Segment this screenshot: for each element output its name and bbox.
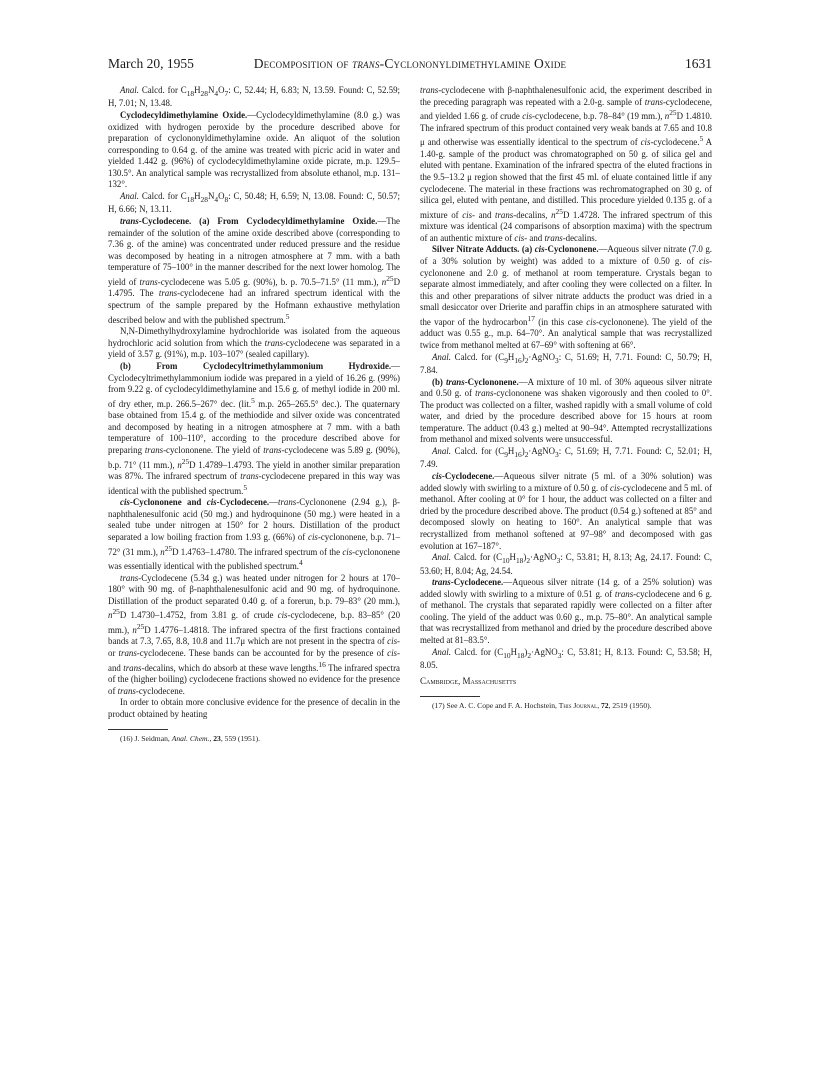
paragraph: cis-Cyclononene and cis-Cyclodecene.—trans-Cyclononene (2.94 g.), β-naphthalenesulfonic acid (50 mg.) and hydroquinone (50 mg.) were heated in a sealed tube under nitrogen at 150° for 2 hours. Distillation of the product separated a low boiling fraction from 1.93 g. (66%) of cis-cyclononene, b.p. 71–72° (31 mm.), $n^{25}D$ 1.4763–1.4780. The infrared spectrum of the cis-cyclononene was essentially identical with the published spectrum.$^4$ [108, 497, 401, 572]
left-column-body [108, 85, 400, 720]
paragraph: trans-cyclodecene with β-naphthalenesulfonic acid, the experiment described in the preceding paragraph was repeated with a 2.0-g. sample of trans-cyclodecene, and yielded 1.66 g. of crude cis-cyclodecene, b.p. 78–84° (19 mm.), $n^{25}D$ 1.4810. The infrared spectrum of this product contained very weak bands at 7.65 and 10.8 μ and otherwise was essentially identical to the spectrum of cis-cyclodecene.$^5$ A 1.40-g. sample of the product was chromatographed on 50 g. of silica gel and eluted with pentane. Examination of the infrared spectra of the eluted fractions in the 9.5–13.2 μ region showed that the first 45 ml. of eluate contained little if any cyclodecene. The material in these fractions was rechromatographed on 30 g. of silica gel, eluted with pentane, and distilled. This procedure yielded 0.135 g. of a mixture of cis- and trans-decalins, $n^{25}D$ 1.4728. The infrared spectrum of this mixture was identical (24 comparisons of absorption maxima) with the spectrum of an authentic mixture of cis- and trans-decalins. [420, 85, 712, 243]
right-column [420, 85, 712, 711]
left-column [108, 85, 400, 744]
footnote-rule [420, 696, 480, 697]
paragraph: trans-Cyclodecene. (a) From Cyclodecyldimethylamine Oxide.—The remainder of the solution of the amine oxide described above (corresponding to 7.36 g. of the amine) was concentrated under reduced pressure and the residue was decomposed by heating in a nitrogen atmosphere at 7 mm. with a bath temperature of 75–100° in the manner described for the next lower homolog. The yield of trans-cyclodecene was 5.05 g. (90%), b. p. 70.5–71.5° (11 mm.), $n^{25}D$ 1.4795. The trans-cyclodecene had an infrared spectrum identical with the spectrum of the sample prepared by the Hofmann exhaustive methylation described below and with the published spectrum.$^5$ [108, 216, 401, 325]
paragraph: Anal. Calcd. for $C_{18}H_{28}N_4O_8$: C, 50.48; H, 6.59; N, 13.08. Found: C, 50.57; H, 6.66; N, 13.11. [108, 191, 400, 215]
running-title: Decomposition of trans-Cyclononyldimethylamine Oxide [253, 56, 567, 71]
paragraph: (b) From Cyclodecyltrimethylammonium Hydroxide.—Cyclodecyltrimethylammonium iodide was prepared in a yield of 16.26 g. (99%) from 9.22 g. of cyclodecyldimethylamine and 15.6 g. of methyl iodide in 200 ml. of dry ether, m.p. 266.5–267° dec. (lit.$^5$ m.p. 265–265.5° dec.). The quaternary base obtained from 15.4 g. of the methiodide and silver oxide was concentrated and decomposed by heating in a nitrogen atmosphere at 7 mm. with a bath temperature of 100–110°, according to the procedure described above for preparing trans-cyclononene. The yield of trans-cyclodecene was 5.89 g. (90%), b.p. 71° (11 mm.), $n^{25}D$ 1.4789–1.4793. The yield in another similar preparation was 87%. The infrared spectrum of trans-cyclodecene prepared in this way was identical with the published spectrum.$^5$ [108, 360, 401, 496]
paragraph: Anal. Calcd. for $C_{18}H_{28}N_4O_7$: C, 52.44; H, 6.83; N, 13.59. Found: C, 52.59; H, 7.01; N, 13.48. [108, 85, 400, 109]
right-column-body [420, 85, 712, 687]
paragraph: N,N-Dimethylhydroxylamine hydrochloride was isolated from the aqueous hydrochloric acid solution from which the trans-cyclodecene was separated in a yield of 3.57 g. (91%), m.p. 103–107° (sealed capillary). [108, 326, 400, 360]
paragraph: Cyclodecyldimethylamine Oxide.—Cyclodecyldimethylamine (8.0 g.) was oxidized with hydrogen peroxide by the procedure described above for preparation of cyclononyldimethylamine oxide. An aliquot of the solution corresponding to 0.64 g. of the amine was treated with picric acid in water and yielded 1.442 g. (96%) of cyclodecyldimethylamine oxide picrate, m.p. 129.5–130.5°. An analytical sample was recrystallized from absolute ethanol, m.p. 131–132°. [108, 110, 400, 190]
footnote-16: (16) J. Seidman, Anal. Chem., 23, 559 (1951). [120, 734, 261, 744]
footnote-rule [108, 729, 168, 730]
page-header [108, 56, 712, 76]
paragraph: cis-Cyclodecene.—Aqueous silver nitrate (5 ml. of a 30% solution) was added slowly with swirling to a mixture of 0.50 g. of cis-cyclodecene and 5 ml. of methanol. After cooling at 0° for 1 hour, the adduct was collected on a filter and dried by the procedure described above. The product (0.54 g.) softened at 85° and decomposed slowly on heating to 160°. An analytical sample that was recrystallized from methanol softened at 97–98° and decomposed with gas evolution at 167–187°. [420, 471, 712, 551]
paragraph: Anal. Calcd. for $(C_{10}H_{18})_2\cdot AgNO_3$: C, 53.81; H, 8.13; Ag, 24.17. Found: C, 53.60; H, 8.04; Ag, 24.54. [420, 552, 712, 576]
paragraph: Silver Nitrate Adducts. (a) cis-Cyclononene.—Aqueous silver nitrate (7.0 g. of a 30% solution by weight) was added to a mixture of 0.50 g. of cis-cyclononene and 2.0 g. of methanol at room temperature. Crystals began to separate almost immediately, and after cooling they were collected on a filter. In this and other preparations of silver nitrate adducts the product was dried in a small desiccator over Drierite and paraffin chips in an atmosphere saturated with the vapor of the hydrocarbon$^{17}$ (in this case cis-cyclononene). The yield of the adduct was 0.55 g., m.p. 64–70°. An analytical sample that was recrystallized twice from methanol melted at 67–69° with softening at 66°. [420, 244, 712, 351]
page-number: 1631 [685, 56, 712, 71]
paragraph: Anal. Calcd. for $(C_9H_{16})_2\cdot AgNO_3$: C, 51.69; H, 7.71. Found: C, 50.79; H, 7.84. [420, 351, 712, 376]
paragraph: Anal. Calcd. for $(C_{10}H_{18})_2\cdot AgNO_3$: C, 53.81; H, 8.13. Found: C, 53.58; H, 8.05. [420, 646, 712, 670]
paragraph: Cambridge, Massachusetts [420, 675, 517, 686]
paragraph: trans-Cyclodecene (5.34 g.) was heated under nitrogen for 2 hours at 170–180° with 90 mg. of β-naphthalenesulfonic acid and 90 mg. of hydroquinone. Distillation of the product separated 0.40 g. of a forerun, b.p. 79–83° (20 mm.), $n^{25}D$ 1.4730–1.4752, from 3.81 g. of crude cis-cyclodecene, b.p. 83–85° (20 mm.), $n^{25}D$ 1.4776–1.4818. The infrared spectra of the first fractions contained bands at 7.3, 7.65, 8.8, 10.8 and 11.7μ which are not present in the spectra of cis- or trans-cyclodecene. These bands can be accounted for by the presence of cis- and trans-decalins, which do absorb at these wave lengths.$^{16}$ The infrared spectra of the (higher boiling) cyclodecene fractions showed no evidence for the presence of trans-cyclodecene. [108, 572, 401, 696]
paragraph: (b) trans-Cyclononene.—A mixture of 10 ml. of 30% aqueous silver nitrate and 0.50 g. of trans-cyclononene was shaken vigorously and then cooled to 0°. The product was collected on a filter, washed rapidly with a small volume of cold water, and dried by the procedure described above for 15 hours at room temperature. The adduct (0.43 g.) melted at 90–94°. Attempted recrystallizations from methanol and mixed solvents were unsuccessful. [420, 376, 712, 445]
paragraph: In order to obtain more conclusive evidence for the presence of decalin in the product obtained by heating [108, 697, 400, 719]
paragraph: Anal. Calcd. for $(C_9H_{16})_2\cdot AgNO_3$: C, 51.69; H, 7.71. Found: C, 52.01; H, 7.49. [420, 446, 712, 470]
paragraph: trans-Cyclodecene.—Aqueous silver nitrate (14 g. of a 25% solution) was added slowly with swirling to a mixture of 0.51 g. of trans-cyclodecene and 6 g. of methanol. The crystals that separated rapidly were collected on a filter after cooling. The yield of the adduct was 0.60 g., m.p. 75–80°. An analytical sample that was recrystallized from methanol and dried by the procedure described above melted at 81–83.5°. [420, 577, 713, 645]
header-date: March 20, 1955 [108, 56, 194, 71]
footnote-17: (17) See A. C. Cope and F. A. Hochstein, This Journal, 72, 2519 (1950). [432, 701, 652, 711]
